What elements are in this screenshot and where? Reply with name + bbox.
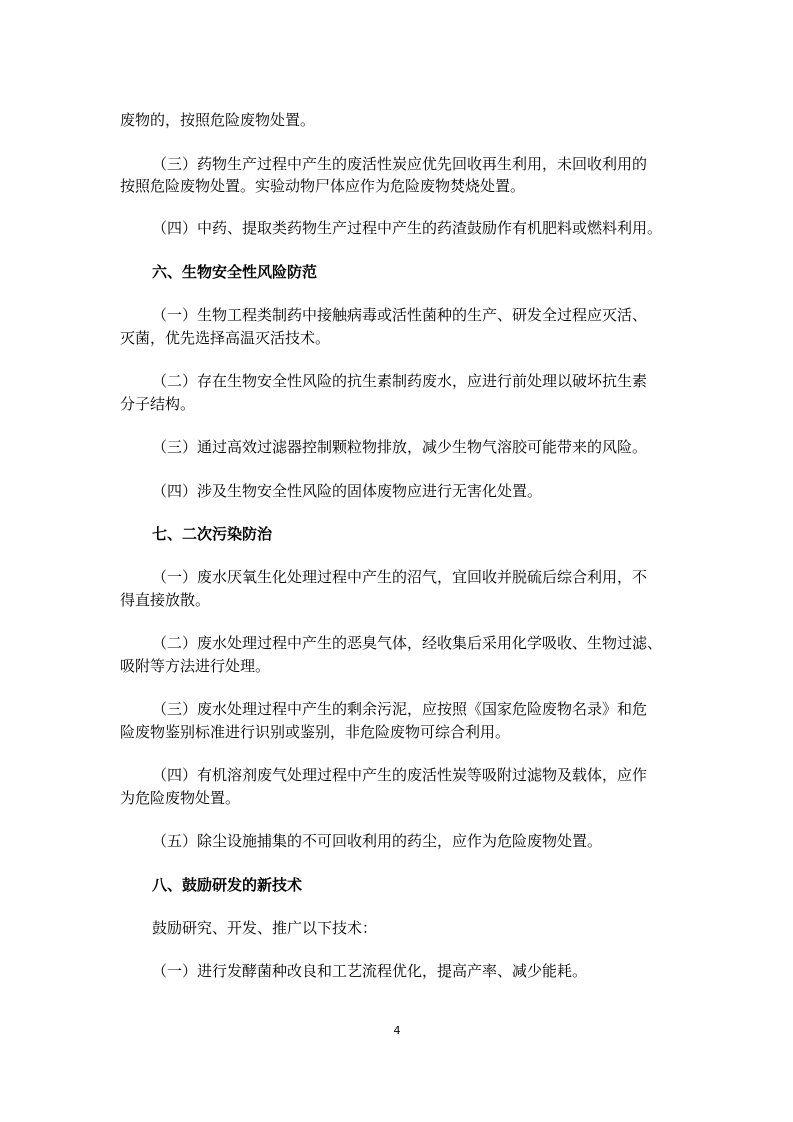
- paragraph-line: （一）生物工程类制药中接触病毒或活性菌种的生产、研发全过程应灭活、: [152, 306, 648, 324]
- section-heading: 六、生物安全性风险防范: [152, 263, 318, 281]
- paragraph-line: （五）除尘设施捕集的不可回收利用的药尘，应作为危险废物处置。: [152, 832, 603, 850]
- paragraph-line: （三）药物生产过程中产生的废活性炭应优先回收再生利用，未回收利用的: [152, 155, 648, 173]
- paragraph-line: 鼓励研究、开发、推广以下技术：: [152, 919, 378, 937]
- paragraph-line: （三）通过高效过滤器控制颗粒物排放，减少生物气溶胶可能带来的风险。: [152, 438, 648, 456]
- paragraph-line: 为危险废物处置。: [120, 789, 241, 807]
- paragraph-line: （四）涉及生物安全性风险的固体废物应进行无害化处置。: [152, 482, 543, 500]
- paragraph-line: （四）有机溶剂废气处理过程中产生的废活性炭等吸附过滤物及载体，应作: [152, 766, 648, 784]
- section-heading: 七、二次污染防治: [152, 525, 273, 543]
- paragraph-line: 按照危险废物处置。实验动物尸体应作为危险废物焚烧处置。: [120, 177, 526, 195]
- paragraph-line: 得直接放散。: [120, 591, 211, 609]
- page-number: 4: [393, 1024, 401, 1037]
- paragraph-line: （一）进行发酵菌种改良和工艺流程优化，提高产率、减少能耗。: [152, 962, 588, 980]
- paragraph-line: 废物的，按照危险废物处置。: [120, 111, 316, 129]
- paragraph-line: 吸附等方法进行处理。: [120, 657, 271, 675]
- section-heading: 八、鼓励研发的新技术: [152, 876, 303, 894]
- paragraph-line: （二）存在生物安全性风险的抗生素制药废水，应进行前处理以破坏抗生素: [152, 372, 648, 390]
- paragraph-line: （一）废水厌氧生化处理过程中产生的沼气，宜回收并脱硫后综合利用，不: [152, 568, 648, 586]
- paragraph-line: 险废物鉴别标准进行识别或鉴别，非危险废物可综合利用。: [120, 723, 511, 741]
- paragraph-line: （三）废水处理过程中产生的剩余污泥，应按照《国家危险废物名录》和危: [152, 700, 648, 718]
- paragraph-line: 灭菌，优先选择高温灭活技术。: [120, 329, 331, 347]
- paragraph-line: （四）中药、提取类药物生产过程中产生的药渣鼓励作有机肥料或燃料利用。: [152, 219, 663, 237]
- paragraph-line: 分子结构。: [120, 395, 196, 413]
- paragraph-line: （二）废水处理过程中产生的恶臭气体，经收集后采用化学吸收、生物过滤、: [152, 634, 663, 652]
